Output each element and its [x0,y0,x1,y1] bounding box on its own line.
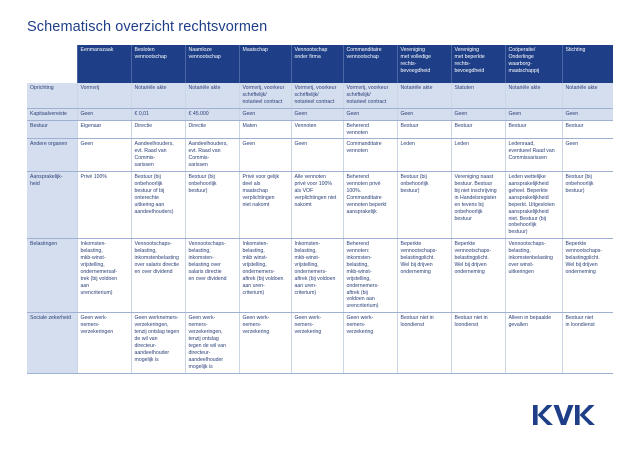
column-header: Maatschap [239,45,291,83]
row-header: Sociale zekerheid [27,313,77,373]
column-header: Vereniging met beperkte rechts- bevoegdheid [451,45,505,83]
table-cell: Vormvrij, voorkeur schriftelijk/ notarieel contract [291,83,343,108]
table-cell: Maten [239,120,291,139]
table-cell: Leden [397,139,451,172]
page-title: Schematisch overzicht rechtsvormen [27,19,268,35]
table-cell: Vennootschaps- belasting, inkomstenbelasting over salaris directie en over dividend [131,239,185,313]
row-header: Belastingen [27,239,77,313]
table-cell: Inkomsten- belasting, mkb winst- vrijstelling, ondernemers- aftrek (bij voldoen aan uren- criterium) [239,239,291,313]
table-cell: Geen [451,108,505,120]
table-cell: Notariële akte [185,83,239,108]
table-cell: Bestuur [505,120,562,139]
table-cell: Vormvrij, voorkeur schriftelijk/ notarieel contract [239,83,291,108]
table-cell: Geen [291,108,343,120]
table-cell: Geen [562,108,613,120]
column-header: Besloten vennootschap [131,45,185,83]
column-header: Vennootschap onder firma [291,45,343,83]
table-cell: Vereniging naast bestuur. Bestuur bij niet inschrijving in Handelsregister en tevens bij onbehoorlijk bestuur [451,172,505,239]
column-header: Vereniging met volledige rechts- bevoegdheid [397,45,451,83]
table-cell: Geen [505,108,562,120]
table-cell: Beperkte vennootschaps- belastingplicht. Wel bij drijven onderneming [562,239,613,313]
table-cell: Notariële akte [397,83,451,108]
row-header: Kapitaalvereiste [27,108,77,120]
table-cell: € 0,01 [131,108,185,120]
table-cell: Geen [562,139,613,172]
table-cell: Geen [291,139,343,172]
table-cell: Bestuur niet in loondienst [562,313,613,373]
table-cell: Inkomsten- belasting, mkb-winst- vrijstelling, ondernemers- aftrek (bij voldoen aan uren- criterium) [291,239,343,313]
table-row [27,83,613,108]
table-cell: Bestuur (bij onbehoorlijk bestuur of bij onterechte uitkering aan aandeelhouders) [131,172,185,239]
table-cell: Bestuur [397,120,451,139]
table-cell: Geen [239,108,291,120]
table-cell: Geen werk- nemers- verzekering [239,313,291,373]
table-cell: Leden [451,139,505,172]
header-row [27,45,613,83]
table-cell: Geen werk- nemers- verzekering [343,313,397,373]
table-cell: Privé voor gelijk deel als maatschap verplichtingen niet nakomt [239,172,291,239]
table-cell: Geen werk- nemers- verzekeringen, tenzij ontslag tegen de wil van directeur- aandeelhouder mogelijk is [185,313,239,373]
table-cell: Notariële akte [131,83,185,108]
table-row [27,108,613,120]
legal-forms-table [27,45,613,374]
table-cell: Beherend vennoten [343,120,397,139]
column-header: Commanditaire vennootschap [343,45,397,83]
row-header: Bestuur [27,120,77,139]
table-cell: Bestuur (bij onbehoorlijk bestuur) [562,172,613,239]
table-cell: Alleen in bepaalde gevallen [505,313,562,373]
table-cell: Commanditaire vennoten [343,139,397,172]
table-cell: Geen [397,108,451,120]
table-cell: Inkomsten- belasting, mkb-winst- vrijstelling, ondernemersaf- trek (bij voldoen aan urencriterium) [77,239,131,313]
table-cell: Bestuur (bij onbehoorlijk bestuur) [185,172,239,239]
table-cell: Eigenaar [77,120,131,139]
table-row [27,313,613,373]
table-cell: Bestuur [562,120,613,139]
column-header: Stichting [562,45,613,83]
table-cell: Ledenraad, eventueel Raad van Commissarissen [505,139,562,172]
table-cell: Alle vennoten privé voor 100% als VOF verplichtingen niet nakomt [291,172,343,239]
table-cell: Aandeelhouders, evt. Raad van Commis- sarissen [131,139,185,172]
table-cell: Leden wettelijke aansprakelijkheid geheel. Beperkte aansprakelijkheid beperkt. Uitgesloten aansprakelijkheid niet. Bestuur (bij onbehoorlijk bestuur) [505,172,562,239]
table-row [27,139,613,172]
column-header: Eenmanszaak [77,45,131,83]
table-cell: Bestuur niet in loondienst [397,313,451,373]
table-cell: Geen [343,108,397,120]
table-cell: Privé 100% [77,172,131,239]
table-cell: Vormvrij [77,83,131,108]
table-row [27,172,613,239]
table-cell: Directie [131,120,185,139]
table-cell: Aandeelhouders, evt. Raad van Commis- sarissen [185,139,239,172]
column-header: Naamloze vennootschap [185,45,239,83]
table-cell: Bestuur niet in loondienst [451,313,505,373]
table-cell: Geen werk- nemers- verzekeringen [77,313,131,373]
table-cell: Directie [185,120,239,139]
table-cell: Beperkte vennootschaps- belastingplicht. Wel bij drijven onderneming [397,239,451,313]
table-cell: Vormvrij, voorkeur schriftelijk/ notarieel contract [343,83,397,108]
table-row [27,120,613,139]
header-corner [27,45,77,83]
table-cell: Beherend vennoten privé 100%. Commanditaire vennoten beperkt aansprakelijk [343,172,397,239]
row-header: Andere organen [27,139,77,172]
table-cell: Notariële akte [505,83,562,108]
kvk-logo [532,402,596,428]
table-cell: Vennootschaps- belasting, inkomstenbelasting over winst- uitkeringen [505,239,562,313]
row-header: Aansprakelijk- heid [27,172,77,239]
table-row [27,239,613,313]
table-cell: Statuten [451,83,505,108]
table-body [27,83,613,373]
table-cell: Vennoten [291,120,343,139]
table-cell: Geen [239,139,291,172]
row-header: Oprichting [27,83,77,108]
table-cell: Beperkte vennootschaps- belastingplicht. Wel bij drijven onderneming [451,239,505,313]
table-cell: € 45.000 [185,108,239,120]
table-cell: Vennootschaps- belasting, inkomsten- belasting over salaris directie en over dividend [185,239,239,313]
table-cell: Beherend vennoten: inkomsten- belasting, mkb-winst- vrijstelling, ondernemers- aftrek (bij voldoen aan urencriterium) [343,239,397,313]
table-cell: Notariële akte [562,83,613,108]
table-cell: Bestuur (bij onbehoorlijk bestuur) [397,172,451,239]
table-cell: Geen [77,139,131,172]
table-cell: Geen werk- nemers- verzekering [291,313,343,373]
column-header: Coöperatie/ Onderlinge waarborg- maatschappij [505,45,562,83]
table-cell: Geen werknemers- verzekeringen, tenzij ontslag tegen de wil van directeur- aandeelhouder mogelijk is [131,313,185,373]
table-cell: Geen [77,108,131,120]
table-cell: Bestuur [451,120,505,139]
